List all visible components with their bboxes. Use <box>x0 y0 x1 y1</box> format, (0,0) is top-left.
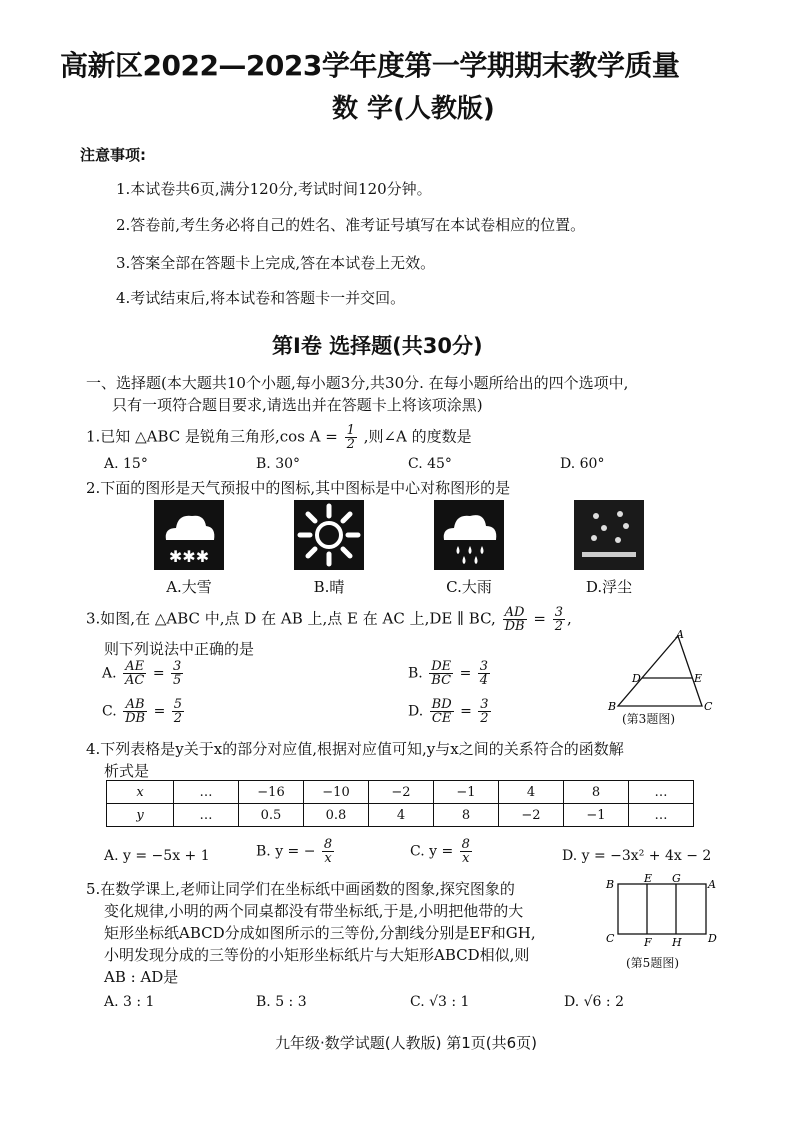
page-footer: 九年级·数学试题(人教版) 第1页(共6页) <box>275 1034 538 1052</box>
snow-cloud-icon <box>154 500 224 570</box>
svg-text:F: F <box>644 936 652 949</box>
part-instructions-line2: 只有一项符合题目要求,请选出并在答题卡上将该项涂黑) <box>112 396 483 414</box>
question-3-option-a: A. $\frac{AE}{AC}$ = $\frac{3}{5}$ <box>102 659 182 688</box>
point-label: C <box>704 700 713 713</box>
svg-text:B: B <box>606 878 615 891</box>
question-4-line2: 析式是 <box>104 762 150 780</box>
notice-item: 2.答卷前,考生务必将自己的姓名、准考证号填写在本试卷相应的位置。 <box>116 216 586 234</box>
notice-heading: 注意事项: <box>80 146 146 164</box>
svg-text:✱✱✱: ✱✱✱ <box>168 547 210 566</box>
fraction: $\frac{3}{2}$ <box>554 605 563 634</box>
svg-text:H: H <box>672 936 682 949</box>
exam-title: 高新区2022—2023学年度第一学期期末教学质量 <box>60 49 680 82</box>
subject-title: 数 学(人教版) <box>332 94 495 124</box>
part-instructions-line1: 一、选择题(本大题共10个小题,每小题3分,共30分. 在每小题所给出的四个选项中, <box>86 374 629 392</box>
question-5-option-b: B. 5 : 3 <box>256 994 307 1010</box>
svg-text:D: D <box>708 932 717 945</box>
question-5-line: 5.在数学课上,老师让同学们在坐标纸中画函数的图象,探究图象的 <box>86 880 515 898</box>
rectangle-figure <box>604 872 720 952</box>
point-label: A <box>676 628 684 641</box>
svg-text:G: G <box>672 872 681 885</box>
question-2-stem: 2.下面的图形是天气预报中的图标,其中图标是中心对称图形的是 <box>86 479 511 497</box>
point-label: D <box>632 672 641 685</box>
question-3-option-c: C. $\frac{AB}{DB}$ = $\frac{5}{2}$ <box>102 697 183 726</box>
question-1-option-b: B. 30° <box>256 456 301 472</box>
question-4-line1: 4.下列表格是y关于x的部分对应值,根据对应值可知,y与x之间的关系符合的函数解 <box>86 740 624 758</box>
sun-icon <box>294 500 364 570</box>
table-row: y … 0.5 0.8 4 8 −2 −1 … <box>107 804 694 827</box>
dust-icon <box>574 500 644 570</box>
notice-item: 1.本试卷共6页,满分120分,考试时间120分钟。 <box>116 180 432 198</box>
section-title: 第Ⅰ卷 选择题(共30分) <box>272 334 483 358</box>
svg-text:E: E <box>644 872 653 885</box>
icon-caption: C.大雨 <box>446 578 492 596</box>
question-4-option-c: C. y = $\frac{8}{x}$ <box>410 837 470 866</box>
question-5-line: 变化规律,小明的两个同桌都没有带坐标纸,于是,小明把他带的大 <box>104 902 524 920</box>
question-5-line: 矩形坐标纸ABCD分成如图所示的三等份,分割线分别是EF和GH, <box>104 924 536 942</box>
table-row: x … −16 −10 −2 −1 4 8 … <box>107 781 694 804</box>
svg-text:A: A <box>708 878 716 891</box>
notice-item: 3.答案全部在答题卡上完成,答在本试卷上无效。 <box>116 254 436 272</box>
question-3-stem: 3.如图,在 △ABC 中,点 D 在 AB 上,点 E 在 AC 上,DE ∥ BC, $\frac{AD}{DB}$ = $\frac{3}{2}$ , <box>86 605 572 634</box>
question-1-stem: 1.已知 △ABC 是锐角三角形,cos A = $\frac{1}{2}$ ,则∠A 的度数是 <box>86 423 472 452</box>
fraction: $\frac{AD}{DB}$ <box>504 605 525 634</box>
question-5-line: 小明发现分成的三等份的小矩形坐标纸片与大矩形ABCD相似,则 <box>104 946 530 964</box>
question-4-option-b: B. y = − $\frac{8}{x}$ <box>256 837 333 866</box>
question-5-line: AB : AD是 <box>104 968 179 986</box>
question-5-option-a: A. 3 : 1 <box>104 994 155 1010</box>
svg-text:C: C <box>606 932 615 945</box>
point-label: B <box>608 700 617 713</box>
point-label: E <box>694 672 703 685</box>
question-1-option-d: D. 60° <box>560 456 605 472</box>
icon-caption: D.浮尘 <box>585 578 633 596</box>
icon-caption: A.大雪 <box>166 578 212 596</box>
notice-item: 4.考试结束后,将本试卷和答题卡一并交回。 <box>116 289 406 307</box>
question-4-option-d: D. y = −3x² + 4x − 2 <box>562 848 712 864</box>
question-1-option-c: C. 45° <box>408 456 452 472</box>
figure-3-caption: (第3题图) <box>622 712 675 726</box>
question-1-option-a: A. 15° <box>104 456 148 472</box>
fraction: $\frac{1}{2}$ <box>346 423 355 452</box>
question-4-option-a: A. y = −5x + 1 <box>104 848 210 864</box>
question-5-option-d: D. √6 : 2 <box>564 994 624 1010</box>
value-table <box>106 780 694 827</box>
rain-cloud-icon <box>434 500 504 570</box>
question-5-option-c: C. √3 : 1 <box>410 994 470 1010</box>
icon-caption: B.晴 <box>313 578 345 596</box>
question-3-option-d: D. $\frac{BD}{CE}$ = $\frac{3}{2}$ <box>408 697 489 726</box>
question-3-option-b: B. $\frac{DE}{BC}$ = $\frac{3}{4}$ <box>408 659 489 688</box>
question-3-line2: 则下列说法中正确的是 <box>104 640 255 658</box>
figure-5-caption: (第5题图) <box>626 956 679 970</box>
